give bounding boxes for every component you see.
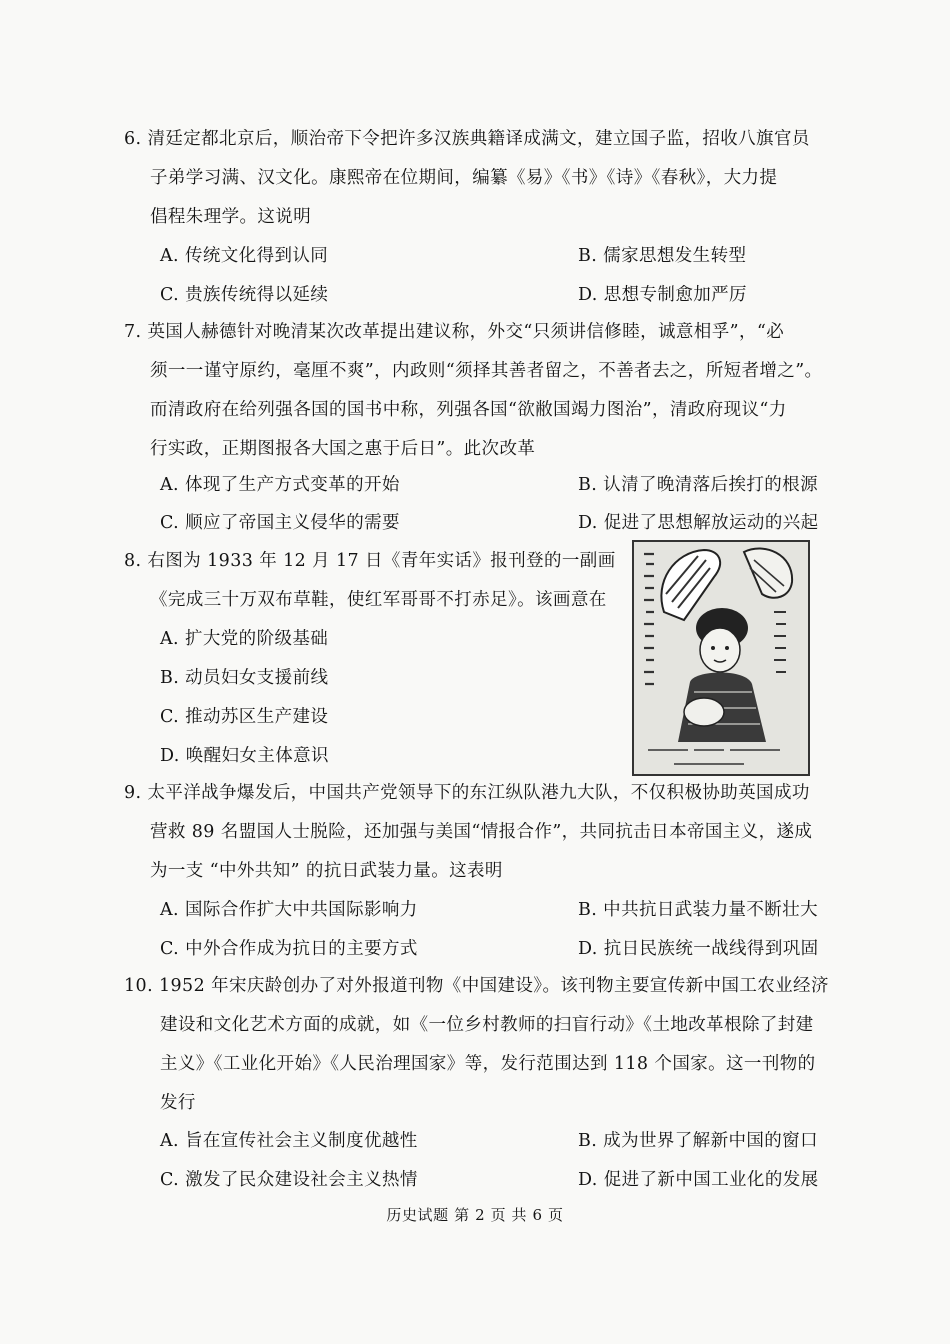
question-6-stem-line-1: 6. 清廷定都北京后，顺治帝下令把许多汉族典籍译成满文，建立国子监，招收八旗官员 [124,129,810,149]
question-7-stem-line-4: 行实政，正期图报各大国之惠于后日”。此次改革 [150,439,536,459]
question-6-option-c: C. 贵族传统得以延续 [160,285,329,305]
question-7-option-d: D. 促进了思想解放运动的兴起 [578,513,819,533]
question-9-stem-line-2: 营救 89 名盟国人士脱险，还加强与美国“情报合作”，共同抗击日本帝国主义，遂成 [150,822,813,842]
question-9-stem-line-3: 为一支 “中外共知” 的抗日武装力量。这表明 [150,861,503,881]
question-8-stem-line-1: 8. 右图为 1933 年 12 月 17 日《青年实话》报刊登的一副画 [124,551,616,571]
question-7-option-b: B. 认清了晚清落后挨打的根源 [578,475,818,495]
poster-illustration [634,542,808,774]
question-9-option-b: B. 中共抗日武装力量不断壮大 [578,900,818,920]
question-8-option-d: D. 唤醒妇女主体意识 [160,746,329,766]
question-7-option-a: A. 体现了生产方式变革的开始 [160,475,400,495]
question-10-option-b: B. 成为世界了解新中国的窗口 [578,1131,818,1151]
question-7-stem-line-2: 须一一谨守原约，毫厘不爽”，内政则“须择其善者留之，不善者去之，所短者增之”。 [150,361,823,381]
question-7-stem-line-3: 而清政府在给列强各国的国书中称，列强各国“欲敝国竭力图治”，清政府现议“力 [150,400,787,420]
question-6-option-a: A. 传统文化得到认同 [160,246,329,266]
straw-sandal-poster-image [632,540,810,776]
question-10-option-a: A. 旨在宣传社会主义制度优越性 [160,1131,418,1151]
question-10-option-c: C. 激发了民众建设社会主义热情 [160,1170,418,1190]
page-footer: 历史试题 第 2 页 共 6 页 [386,1206,564,1224]
question-10-stem-line-3: 主义》《工业化开始》《人民治理国家》等，发行范围达到 118 个国家。这一刊物的 [160,1054,816,1074]
question-8-option-a: A. 扩大党的阶级基础 [160,629,329,649]
question-9-stem-line-1: 9. 太平洋战争爆发后，中国共产党领导下的东江纵队港九大队，不仅积极协助英国成功 [124,783,810,803]
question-9-option-a: A. 国际合作扩大中共国际影响力 [160,900,418,920]
question-8-option-b: B. 动员妇女支援前线 [160,668,329,688]
question-6-stem-line-2: 子弟学习满、汉文化。康熙帝在位期间，编纂《易》《书》《诗》《春秋》，大力提 [150,168,778,188]
question-10-stem-line-4: 发行 [160,1093,196,1113]
question-10-stem-line-1: 10. 1952 年宋庆龄创办了对外报道刊物《中国建设》。该刊物主要宣传新中国工农业经济 [124,976,829,996]
question-6-option-d: D. 思想专制愈加严厉 [578,285,747,305]
question-7-stem-line-1: 7. 英国人赫德针对晚清某次改革提出建议称，外交“只须讲信修睦，诚意相孚”，“必 [124,322,785,342]
question-9-option-c: C. 中外合作成为抗日的主要方式 [160,939,418,959]
question-10-option-d: D. 促进了新中国工业化的发展 [578,1170,819,1190]
question-8-stem-line-2: 《完成三十万双布草鞋，使红军哥哥不打赤足》。该画意在 [150,590,607,610]
question-7-option-c: C. 顺应了帝国主义侵华的需要 [160,513,400,533]
question-8-option-c: C. 推动苏区生产建设 [160,707,329,727]
question-6-stem-line-3: 倡程朱理学。这说明 [150,207,312,227]
question-10-stem-line-2: 建设和文化艺术方面的成就，如《一位乡村教师的扫盲行动》《土地改革根除了封建 [160,1015,814,1035]
question-6-option-b: B. 儒家思想发生转型 [578,246,747,266]
question-9-option-d: D. 抗日民族统一战线得到巩固 [578,939,819,959]
